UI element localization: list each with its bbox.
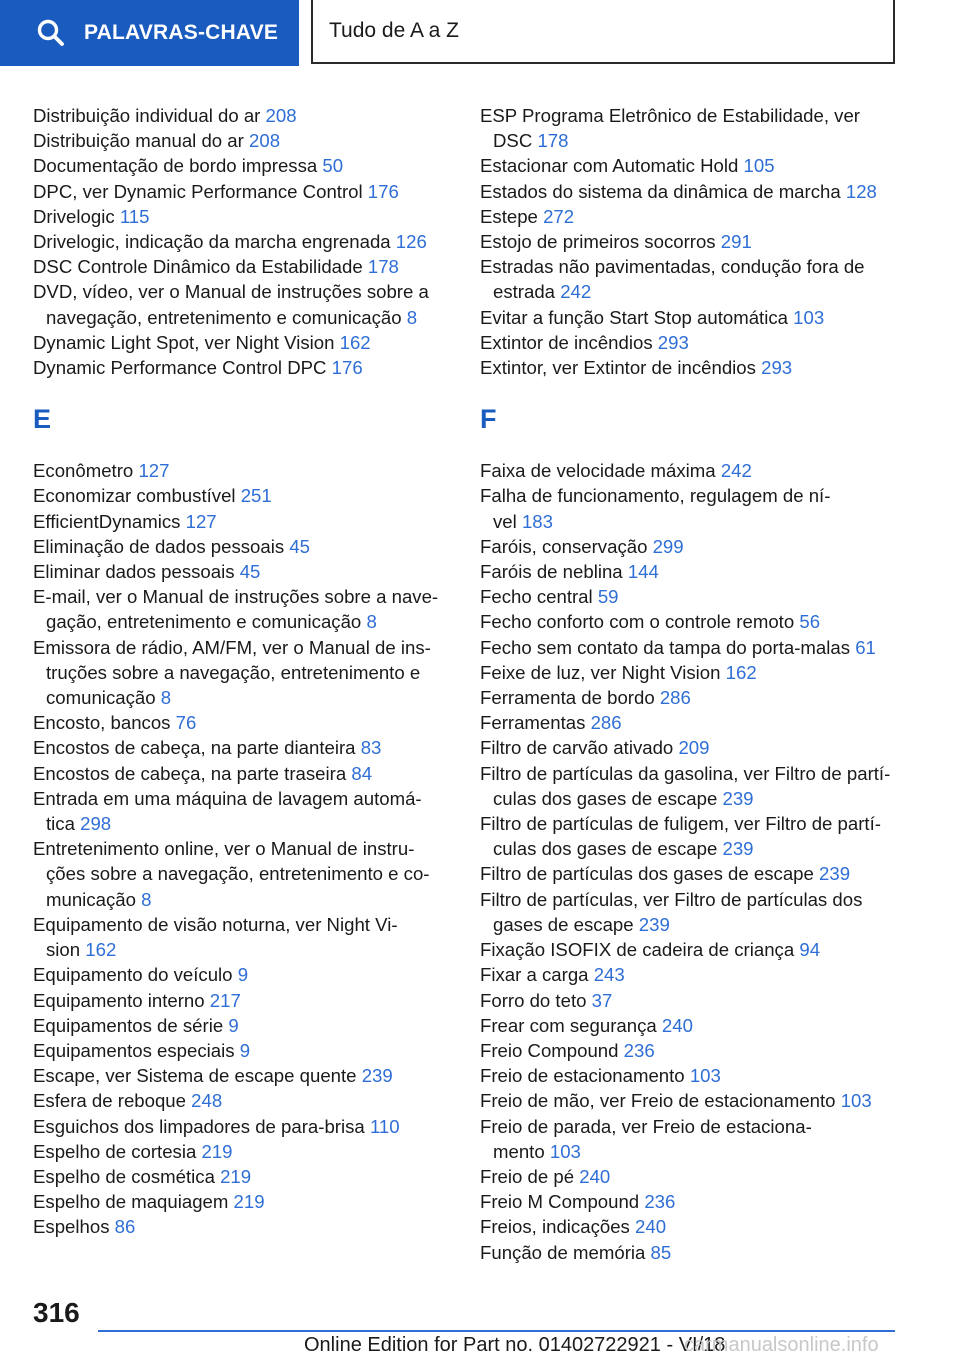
index-entry-text: Equipamento do veículo (33, 964, 233, 986)
page-reference-link[interactable]: 178 (537, 130, 569, 152)
page-reference-link[interactable]: 83 (360, 737, 382, 759)
page-reference-link[interactable]: 85 (650, 1241, 672, 1263)
page-reference-link[interactable]: 76 (175, 712, 197, 734)
index-entry-text: Documentação de bordo impressa (33, 155, 318, 177)
index-entry (33, 330, 448, 355)
page-reference-link[interactable]: 105 (743, 155, 775, 177)
index-entry-text: Faróis de neblina (480, 561, 623, 583)
index-entry (33, 204, 448, 229)
index-entry-text: Economizar combustível (33, 485, 236, 507)
page-reference-link[interactable]: 239 (722, 838, 754, 860)
page-reference-link[interactable]: 86 (114, 1216, 136, 1238)
index-entry-text: Extintor, ver Extintor de incêndios (480, 357, 756, 379)
index-entry (480, 1013, 900, 1038)
index-entry (33, 229, 448, 254)
index-entry (33, 710, 448, 735)
page-reference-link[interactable]: 176 (331, 357, 363, 379)
index-entry (480, 584, 900, 609)
page-reference-link[interactable]: 251 (240, 485, 272, 507)
index-entry-text: DVD, vídeo, ver o Manual de instruções sobre a navegação, entretenimento e comunicação (33, 281, 435, 328)
page-reference-link[interactable]: 219 (233, 1191, 265, 1213)
index-entry (480, 887, 900, 937)
keywords-button-label: PALAVRAS-CHAVE (84, 21, 279, 44)
index-entry-text: Freio de parada, ver Freio de estaciona- mento (480, 1115, 812, 1162)
index-entry-text: Equipamentos de série (33, 1014, 224, 1036)
index-entry-text: Encosto, bancos (33, 712, 171, 734)
index-entry-text: Freio M Compound (480, 1191, 640, 1213)
index-entry (480, 635, 900, 660)
index-entry-text: Estradas não pavimentadas, condução fora de estrada (480, 256, 865, 303)
index-entry-text: Evitar a função Start Stop automática (480, 306, 788, 328)
index-entry-text: Freio de mão, ver Freio de estacionamento (480, 1090, 836, 1112)
index-entry (480, 103, 900, 153)
index-entry-text: Fecho central (480, 586, 593, 608)
page-reference-link[interactable]: 286 (590, 712, 622, 734)
index-entry (33, 735, 448, 760)
index-entry (480, 179, 900, 204)
index-entry (480, 458, 900, 483)
index-entry (33, 584, 448, 634)
index-entry (480, 483, 900, 533)
index-entry (480, 735, 900, 760)
index-entry-text: Fixação ISOFIX de cadeira de criança (480, 939, 795, 961)
index-entry-text: Estepe (480, 205, 538, 227)
index-entry-text: Fecho conforto com o controle remoto (480, 611, 795, 633)
page-reference-link[interactable]: 128 (845, 180, 877, 202)
page-reference-link[interactable]: 236 (644, 1191, 676, 1213)
page-reference-link[interactable]: 239 (722, 787, 754, 809)
page-reference-link[interactable]: 127 (138, 460, 170, 482)
index-entry-text: Faixa de velocidade máxima (480, 460, 716, 482)
index-entry-text: Eliminar dados pessoais (33, 561, 235, 583)
index-entry-text: E-mail, ver o Manual de instruções sobre a nave- gação, entretenimento e comunicação (33, 586, 439, 633)
index-entry-text: Eliminação de dados pessoais (33, 535, 285, 557)
index-column-left (33, 103, 448, 1240)
page-reference-link[interactable]: 103 (689, 1065, 721, 1087)
page-reference-link[interactable]: 239 (361, 1065, 393, 1087)
index-entry-text: DPC, ver Dynamic Performance Control (33, 180, 363, 202)
page-reference-link[interactable]: 103 (549, 1140, 581, 1162)
page-reference-link[interactable]: 236 (623, 1039, 655, 1061)
index-entry-text: Equipamentos especiais (33, 1039, 235, 1061)
index-entry (33, 509, 448, 534)
index-entry-text: Frear com segurança (480, 1014, 657, 1036)
index-entry-text: Forro do teto (480, 989, 587, 1011)
index-entry-text: Ferramentas (480, 712, 586, 734)
page-reference-link[interactable]: 8 (141, 888, 152, 910)
page-reference-link[interactable]: 9 (237, 964, 249, 986)
index-entry-text: Emissora de rádio, AM/FM, ver o Manual de ins- truções sobre a navegação, entretenimento e comunicação (33, 636, 431, 709)
index-entry (33, 1164, 448, 1189)
index-entry (480, 330, 900, 355)
index-entry (480, 988, 900, 1013)
page-reference-link[interactable]: 209 (678, 737, 710, 759)
index-entry-text: Distribuição individual do ar (33, 105, 261, 126)
index-entry (480, 229, 900, 254)
index-entry-text: Freio de pé (480, 1165, 575, 1187)
index-entry-text: Equipamento de visão noturna, ver Night Vi- sion (33, 913, 398, 961)
page-reference-link[interactable]: 298 (80, 813, 112, 835)
page-reference-link[interactable]: 103 (793, 306, 825, 328)
index-entry-text: Função de memória (480, 1241, 646, 1263)
index-entry (33, 355, 448, 380)
page-reference-link[interactable]: 50 (322, 155, 344, 177)
top-navigation (0, 0, 960, 66)
index-entry-text: Filtro de partículas dos gases de escape (480, 863, 814, 885)
index-entry (33, 458, 448, 483)
index-entry (480, 1240, 900, 1265)
index-entry (33, 836, 448, 912)
index-entry (33, 1189, 448, 1214)
page-reference-link[interactable]: 56 (799, 611, 821, 633)
index-entry-text: Filtro de partículas de fuligem, ver Filtro de partí- culas dos gases de escape (480, 813, 881, 860)
index-entry-text: DSC Controle Dinâmico da Estabilidade (33, 256, 363, 278)
index-entry (480, 204, 900, 229)
page-reference-link[interactable]: 110 (369, 1115, 400, 1137)
index-entry (33, 988, 448, 1013)
section-letter: E (33, 404, 52, 435)
page-reference-link[interactable]: 291 (720, 231, 752, 253)
page-reference-link[interactable]: 240 (579, 1165, 611, 1187)
index-entry (33, 962, 448, 987)
footer-divider (98, 1330, 895, 1332)
page-reference-link[interactable]: 293 (761, 357, 793, 379)
index-entry (480, 937, 900, 962)
index-entry-text: Drivelogic (33, 205, 115, 227)
index-entry (480, 761, 900, 811)
page-reference-link[interactable]: 248 (191, 1090, 223, 1112)
a-to-z-tab-label: Tudo de A a Z (329, 19, 459, 42)
index-entry (33, 559, 448, 584)
index-entry-text: Filtro de partículas da gasolina, ver Filtro de partí- culas dos gases de escape (480, 762, 891, 809)
page-reference-link[interactable]: 45 (239, 561, 261, 583)
index-entry (33, 1013, 448, 1038)
page-reference-link[interactable]: 219 (220, 1165, 252, 1187)
index-entry-text: Falha de funcionamento, regulagem de ní- vel (480, 485, 831, 532)
index-entry (480, 153, 900, 178)
index-entry-text: Fixar a carga (480, 964, 589, 986)
index-entry (33, 1139, 448, 1164)
index-entry-text: Dynamic Performance Control DPC (33, 357, 327, 379)
index-entry-text: Ferramenta de bordo (480, 687, 655, 709)
page-reference-link[interactable]: 8 (160, 687, 172, 709)
page-reference-link[interactable]: 217 (209, 989, 241, 1011)
index-entry (33, 103, 448, 128)
index-entry-text: Espelhos (33, 1216, 110, 1238)
index-entry (480, 1214, 900, 1239)
page-reference-link[interactable]: 208 (265, 105, 297, 126)
page-reference-link[interactable]: 45 (289, 535, 311, 557)
search-icon (36, 18, 66, 48)
page-reference-link[interactable]: 59 (597, 586, 619, 608)
index-entry (480, 609, 900, 634)
page-reference-link[interactable]: 9 (228, 1014, 239, 1036)
index-entry-text: Esguichos dos limpadores de para-brisa (33, 1115, 365, 1137)
index-entry (480, 811, 900, 861)
index-entry-text: Espelho de maquiagem (33, 1191, 229, 1213)
index-entry-text: Fecho sem contato da tampa do porta-malas (480, 636, 851, 658)
index-entry (480, 1038, 900, 1063)
index-entry (33, 1038, 448, 1063)
index-entry (33, 1063, 448, 1088)
page-reference-link[interactable]: 103 (840, 1090, 872, 1112)
index-entry (33, 179, 448, 204)
page-reference-link[interactable]: 162 (85, 939, 117, 961)
index-entry-text: Entrada em uma máquina de lavagem automá- tica (33, 787, 422, 835)
page-reference-link[interactable]: 127 (185, 510, 217, 532)
index-entry-text: Espelho de cortesia (33, 1140, 197, 1162)
index-entry (33, 279, 448, 329)
index-entry-text: Estados do sistema da dinâmica de marcha (480, 180, 841, 202)
index-entry (33, 761, 448, 786)
index-column-right (480, 103, 900, 1265)
page-reference-link[interactable]: 9 (239, 1039, 251, 1061)
index-entry (480, 254, 900, 304)
index-entry-text: ESP Programa Eletrônico de Estabilidade, ver DSC (480, 105, 861, 152)
index-entry (480, 305, 900, 330)
page-reference-link[interactable]: 37 (591, 989, 613, 1011)
index-entry (480, 1189, 900, 1214)
index-entry-text: Encostos de cabeça, na parte traseira (33, 762, 347, 784)
page-number: 316 (33, 1297, 80, 1328)
section-letter: F (480, 404, 497, 435)
index-entry (33, 483, 448, 508)
index-entry (480, 1164, 900, 1189)
index-entry-text: Esfera de reboque (33, 1090, 186, 1112)
page-reference-link[interactable]: 8 (366, 611, 377, 633)
page-reference-link[interactable]: 162 (339, 331, 371, 353)
index-entry-text: Estacionar com Automatic Hold (480, 155, 739, 177)
page-reference-link[interactable]: 240 (635, 1216, 667, 1238)
index-entry-text: Entretenimento online, ver o Manual de instru- ções sobre a navegação, entretenimento e co- municação (33, 838, 430, 910)
index-entry (33, 153, 448, 178)
page-reference-link[interactable]: 239 (819, 863, 851, 885)
index-entry (480, 861, 900, 886)
page-reference-link[interactable]: 293 (657, 331, 689, 353)
index-entry-text: Freio Compound (480, 1039, 619, 1061)
index-entry (480, 355, 900, 380)
page-reference-link[interactable]: 239 (638, 913, 670, 935)
page-reference-link[interactable]: 286 (659, 687, 691, 709)
page-reference-link[interactable]: 240 (661, 1014, 693, 1036)
index-entry-text: Encostos de cabeça, na parte dianteira (33, 737, 356, 759)
page-reference-link[interactable]: 242 (560, 281, 592, 303)
a-to-z-tab[interactable] (311, 0, 895, 64)
index-entry (33, 1114, 448, 1139)
index-entry (480, 660, 900, 685)
page-reference-link[interactable]: 208 (249, 130, 281, 152)
page-reference-link[interactable]: 61 (855, 636, 876, 658)
index-entry (480, 534, 900, 559)
edition-footer: Online Edition for Part no. 01402722921 - VI/18 (304, 1334, 726, 1356)
index-entry-text: Espelho de cosmética (33, 1165, 215, 1187)
index-entry-text: Estojo de primeiros socorros (480, 231, 716, 253)
index-entry (33, 128, 448, 153)
page-reference-link[interactable]: 242 (720, 460, 752, 482)
page-reference-link[interactable]: 126 (395, 231, 427, 253)
index-entry-text: Feixe de luz, ver Night Vision (480, 661, 721, 683)
page-reference-link[interactable]: 8 (406, 306, 418, 328)
index-entry (480, 559, 900, 584)
page-reference-link[interactable]: 299 (652, 535, 684, 557)
index-entry (33, 1088, 448, 1113)
index-entry-text: Drivelogic, indicação da marcha engrenada (33, 231, 391, 253)
index-entry-text: Extintor de incêndios (480, 331, 653, 353)
index-entry (33, 1214, 448, 1239)
index-entry (33, 786, 448, 836)
index-entry-text: Faróis, conservação (480, 535, 648, 557)
index-entry (480, 1114, 900, 1164)
page-reference-link[interactable]: 243 (593, 964, 625, 986)
watermark: carmanualsonline.info (684, 1334, 879, 1356)
index-entry-text: Dynamic Light Spot, ver Night Vision (33, 331, 335, 353)
page-reference-link[interactable]: 162 (725, 661, 757, 683)
index-entry (33, 534, 448, 559)
keywords-button[interactable] (0, 0, 299, 66)
index-entry-text: Freio de estacionamento (480, 1065, 685, 1087)
index-entry-text: Econômetro (33, 460, 134, 482)
page-reference-link[interactable]: 178 (367, 256, 399, 278)
index-entry (480, 1063, 900, 1088)
page-reference-link[interactable]: 144 (627, 561, 659, 583)
index-entry (33, 635, 448, 711)
page-reference-link[interactable]: 219 (201, 1140, 233, 1162)
page-reference-link[interactable]: 272 (543, 205, 575, 227)
index-entry-text: Distribuição manual do ar (33, 130, 244, 152)
index-entry-text: Filtro de partículas, ver Filtro de partículas dos gases de escape (480, 888, 863, 935)
page-reference-link[interactable]: 115 (119, 205, 150, 227)
page-reference-link[interactable]: 183 (521, 510, 553, 532)
index-entry-text: EfficientDynamics (33, 510, 181, 532)
index-entry (480, 962, 900, 987)
index-entry-text: Equipamento interno (33, 989, 205, 1011)
index-entry (480, 685, 900, 710)
index-entry (480, 710, 900, 735)
index-entry-text: Freios, indicações (480, 1216, 630, 1238)
index-entry-text: Filtro de carvão ativado (480, 737, 674, 759)
index-entry (33, 912, 448, 962)
page-reference-link[interactable]: 84 (351, 762, 373, 784)
index-entry (480, 1088, 900, 1113)
page-reference-link[interactable]: 94 (799, 939, 821, 961)
index-entry (33, 254, 448, 279)
index-entry-text: Escape, ver Sistema de escape quente (33, 1065, 357, 1087)
page-reference-link[interactable]: 176 (367, 180, 399, 202)
